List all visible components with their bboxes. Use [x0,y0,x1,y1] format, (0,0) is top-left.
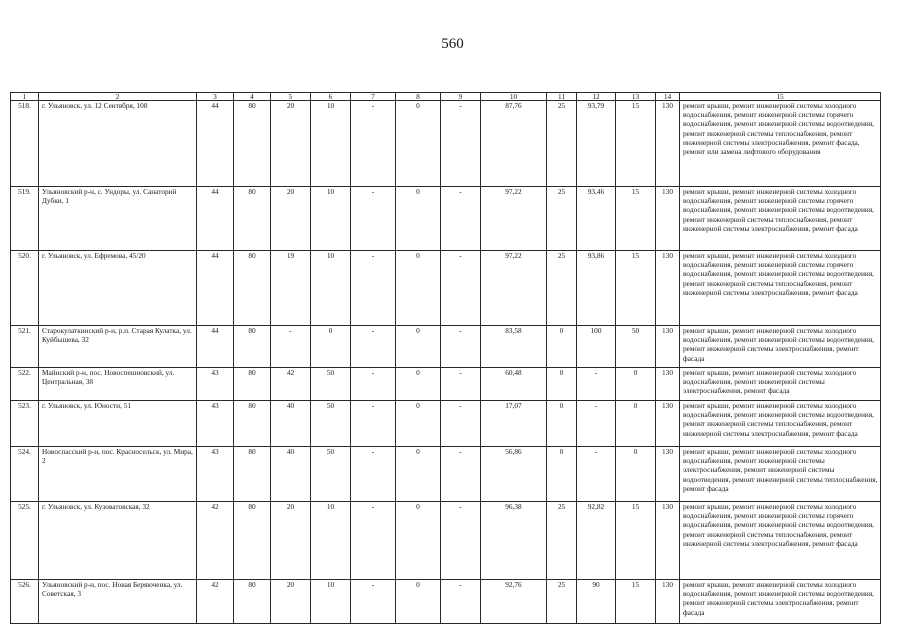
value-cell: 19 [271,251,311,326]
value-cell: 0 [547,368,577,401]
address-cell: г. Ульяновск, ул. Ефремова, 45/20 [39,251,197,326]
address-cell: г. Ульяновск, ул. Юности, 51 [39,401,197,447]
row-number: 524. [11,447,39,502]
table-row [11,101,881,187]
value-cell: 60,48 [481,368,547,401]
value-cell: - [351,401,396,447]
value-cell: 25 [547,502,577,580]
value-cell: 56,86 [481,447,547,502]
value-cell: 97,22 [481,187,547,251]
row-number: 523. [11,401,39,447]
value-cell: 130 [656,101,680,187]
value-cell: 42 [197,580,234,624]
value-cell: 25 [547,187,577,251]
value-cell: 92,76 [481,580,547,624]
address-cell: г. Ульяновск, ул. Кузоватовская, 32 [39,502,197,580]
row-number: 521. [11,326,39,368]
value-cell: 0 [616,401,656,447]
address-cell: г. Ульяновск, ул. 12 Сентября, 108 [39,101,197,187]
value-cell: 130 [656,580,680,624]
column-header: 15 [680,93,881,101]
value-cell: 130 [656,447,680,502]
value-cell: 0 [396,368,441,401]
value-cell: - [577,368,616,401]
works-cell: ремонт крыши, ремонт инженерной системы холодного водоснабжения, ремонт инженерной системы горячего водоснабжения, ремонт инженерной системы водоотведения, ремонт инженерной системы теплоснабжения, ремонт инженерной системы электроснабжения, ремонт фасада, ремонт или замена лифтового оборудования [680,101,881,187]
value-cell: 42 [271,368,311,401]
repair-program-table [10,92,881,624]
value-cell: - [441,502,481,580]
column-header: 2 [39,93,197,101]
value-cell: 0 [547,447,577,502]
value-cell: 15 [616,251,656,326]
value-cell: 0 [311,326,351,368]
value-cell: 0 [396,187,441,251]
value-cell: - [441,326,481,368]
table-row [11,326,881,368]
row-number: 525. [11,502,39,580]
value-cell: 15 [616,580,656,624]
value-cell: 20 [271,580,311,624]
value-cell: 80 [234,251,271,326]
column-header: 12 [577,93,616,101]
value-cell: 97,22 [481,251,547,326]
value-cell: - [577,447,616,502]
row-number: 518. [11,101,39,187]
value-cell: 44 [197,187,234,251]
value-cell: 15 [616,101,656,187]
value-cell: 25 [547,101,577,187]
column-header: 5 [271,93,311,101]
works-cell: ремонт крыши, ремонт инженерной системы холодного водоснабжения, ремонт инженерной системы горячего водоснабжения, ремонт инженерной системы водоотведения, ремонт инженерной системы теплоснабжения, ремонт инженерной системы электроснабжения, ремонт фасада [680,187,881,251]
table-row [11,447,881,502]
value-cell: 15 [616,502,656,580]
value-cell: - [441,251,481,326]
works-cell: ремонт крыши, ремонт инженерной системы холодного водоснабжения, ремонт инженерной системы водоотведения, ремонт инженерной системы теплоснабжения, ремонт инженерной системы электроснабжения, ремонт фасада [680,401,881,447]
value-cell: 80 [234,401,271,447]
value-cell: 0 [396,502,441,580]
value-cell: 130 [656,502,680,580]
value-cell: 20 [271,502,311,580]
value-cell: - [441,447,481,502]
value-cell: 25 [547,580,577,624]
works-cell: ремонт крыши, ремонт инженерной системы холодного водоснабжения, ремонт инженерной системы горячего водоснабжения, ремонт инженерной системы водоотведения, ремонт инженерной системы теплоснабжения, ремонт инженерной системы электроснабжения, ремонт фасада [680,502,881,580]
value-cell: 130 [656,326,680,368]
row-number: 520. [11,251,39,326]
value-cell: 10 [311,251,351,326]
value-cell: 0 [396,326,441,368]
value-cell: 25 [547,251,577,326]
column-header: 3 [197,93,234,101]
value-cell: 40 [271,447,311,502]
value-cell: 17,07 [481,401,547,447]
value-cell: 10 [311,580,351,624]
value-cell: 50 [311,401,351,447]
value-cell: 130 [656,251,680,326]
value-cell: 0 [547,401,577,447]
value-cell: 80 [234,368,271,401]
value-cell: 130 [656,187,680,251]
value-cell: 93,86 [577,251,616,326]
column-header: 10 [481,93,547,101]
table-row [11,580,881,624]
value-cell: 10 [311,502,351,580]
page-number: 560 [441,36,464,52]
value-cell: - [351,502,396,580]
value-cell: - [441,187,481,251]
value-cell: 20 [271,187,311,251]
value-cell: 43 [197,401,234,447]
works-cell: ремонт крыши, ремонт инженерной системы холодного водоснабжения, ремонт инженерной системы электроснабжения, ремонт фасада [680,368,881,401]
row-number: 526. [11,580,39,624]
value-cell: 50 [311,368,351,401]
value-cell: 80 [234,326,271,368]
value-cell: 44 [197,101,234,187]
value-cell: 43 [197,447,234,502]
works-cell: ремонт крыши, ремонт инженерной системы холодного водоснабжения, ремонт инженерной системы горячего водоснабжения, ремонт инженерной системы водоотведения, ремонт инженерной системы теплоснабжения, ремонт инженерной системы электроснабжения, ремонт фасада [680,251,881,326]
value-cell: 83,58 [481,326,547,368]
works-cell: ремонт крыши, ремонт инженерной системы холодного водоснабжения, ремонт инженерной системы водоотведения, ремонт инженерной системы электроснабжения, ремонт фасада [680,580,881,624]
table-row [11,401,881,447]
value-cell: 20 [271,101,311,187]
value-cell: - [351,101,396,187]
value-cell: 80 [234,101,271,187]
value-cell: 92,82 [577,502,616,580]
column-header: 11 [547,93,577,101]
column-header: 1 [11,93,39,101]
value-cell: 0 [547,326,577,368]
row-number: 519. [11,187,39,251]
value-cell: 43 [197,368,234,401]
value-cell: 80 [234,447,271,502]
value-cell: 44 [197,326,234,368]
value-cell: - [351,368,396,401]
value-cell: 0 [616,447,656,502]
value-cell: 0 [396,580,441,624]
column-number-row [11,93,881,101]
value-cell: - [351,447,396,502]
table-row [11,187,881,251]
column-header: 7 [351,93,396,101]
column-header: 13 [616,93,656,101]
value-cell: 130 [656,368,680,401]
address-cell: Новоспасский р-н, пос. Красносельск, ул. Мира, 2 [39,447,197,502]
value-cell: - [441,580,481,624]
address-cell: Старокулаткинский р-н, р.п. Старая Кулатка, ул. Куйбышева, 32 [39,326,197,368]
value-cell: 80 [234,187,271,251]
address-cell: Ульяновский р-н, с. Ундоры, ул. Санаторий Дубки, 1 [39,187,197,251]
value-cell: 80 [234,580,271,624]
works-cell: ремонт крыши, ремонт инженерной системы холодного водоснабжения, ремонт инженерной системы электроснабжения, ремонт инженерной системы водоотведения, ремонт инженерной системы теплоснабжения, ремонт фасада [680,447,881,502]
value-cell: 10 [311,187,351,251]
column-header: 6 [311,93,351,101]
value-cell: 80 [234,502,271,580]
table-row [11,502,881,580]
column-header: 4 [234,93,271,101]
table-row [11,251,881,326]
works-cell: ремонт крыши, ремонт инженерной системы холодного водоснабжения, ремонт инженерной системы водоотведения, ремонт инженерной системы электроснабжения, ремонт фасада [680,326,881,368]
value-cell: - [271,326,311,368]
value-cell: 0 [396,101,441,187]
value-cell: - [441,101,481,187]
value-cell: 0 [396,401,441,447]
address-cell: Майнский р-н, пос. Новоспешновский, ул. Центральная, 38 [39,368,197,401]
column-header: 8 [396,93,441,101]
value-cell: - [441,401,481,447]
value-cell: 93,46 [577,187,616,251]
value-cell: 44 [197,251,234,326]
value-cell: - [351,251,396,326]
value-cell: 93,79 [577,101,616,187]
column-header: 9 [441,93,481,101]
row-number: 522. [11,368,39,401]
column-header: 14 [656,93,680,101]
address-cell: Ульяновский р-н, пос. Новая Беряюченка, ул. Советская, 3 [39,580,197,624]
value-cell: 100 [577,326,616,368]
value-cell: - [351,580,396,624]
value-cell: - [351,326,396,368]
value-cell: 130 [656,401,680,447]
value-cell: 96,38 [481,502,547,580]
value-cell: 42 [197,502,234,580]
value-cell: - [441,368,481,401]
value-cell: 40 [271,401,311,447]
value-cell: 50 [616,326,656,368]
value-cell: 90 [577,580,616,624]
value-cell: 0 [396,251,441,326]
value-cell: 50 [311,447,351,502]
value-cell: 10 [311,101,351,187]
value-cell: 87,76 [481,101,547,187]
value-cell: 15 [616,187,656,251]
value-cell: - [577,401,616,447]
value-cell: 0 [396,447,441,502]
table-row [11,368,881,401]
value-cell: 0 [616,368,656,401]
value-cell: - [351,187,396,251]
